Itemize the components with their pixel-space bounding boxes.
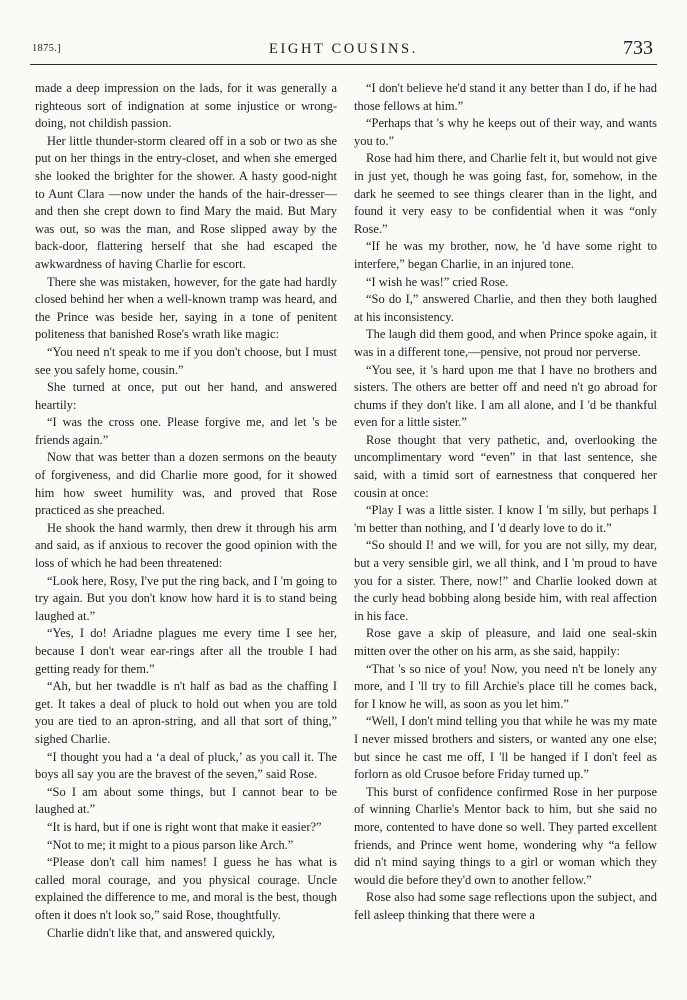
paragraph: Her little thunder-storm cleared off in a sob or two as she put on her things in the entry-closet, and when she emerged she looked the brighter for the shower. A hasty good-night to Aunt Clara —now under the hands of the hair-dresser—and then she crept down to find Mary the maid. But Mary was out, so was the man, and Rose slipped away by the back-door, flattering herself that she had escaped the awkwardness of having Charlie for escort. xyxy=(35,133,337,271)
header-rule xyxy=(30,64,657,65)
paragraph: “I was the cross one. Please forgive me, and let 's be friends again.” xyxy=(35,415,337,447)
paragraph: “I don't believe he'd stand it any better than I do, if he had those fellows at him.” xyxy=(354,81,657,113)
running-title: EIGHT COUSINS. xyxy=(269,41,418,57)
paragraph: Rose thought that very pathetic, and, overlooking the uncomplimentary word “even” in that last sentence, she said, with a timid sort of earnestness that conquered her cousin at once: xyxy=(354,432,657,500)
paragraph: “Please don't call him names! I guess he has what is called moral courage, and you physical courage. Uncle explained the difference to me, and moral is the best, though often it does n't look so,” said Rose, thoughtfully. xyxy=(35,855,337,922)
paragraph: Rose also had some sage reflections upon the subject, and fell asleep thinking that there were a xyxy=(354,890,657,922)
paragraph: “Play I was a little sister. I know I 'm silly, but perhaps I 'm better than nothing, and I 'd dearly love to do it.” xyxy=(354,503,657,535)
paragraph: Charlie didn't like that, and answered quickly, xyxy=(47,925,276,940)
paragraph: “Ah, but her twaddle is n't half as bad as the chaffing I get. It takes a deal of pluck to hold out when you are told you are tied to an apron-string, and all that sort of thing,” sighed Charlie. xyxy=(35,679,337,746)
paragraph: “Look here, Rosy, I've put the ring back, and I 'm going to try again. But you don't know how hard it is to stand being laughed at.” xyxy=(35,573,337,623)
left-column xyxy=(35,80,337,942)
paragraph: “If he was my brother, now, he 'd have some right to interfere,” began Charlie, in an injured tone. xyxy=(354,239,657,271)
paragraph: “Yes, I do! Ariadne plagues me every time I see her, because I don't wear ear-rings after all the trouble I had getting ready for them.” xyxy=(35,626,337,676)
paragraph: “So do I,” answered Charlie, and then they both laughed at his inconsistency. xyxy=(354,292,657,324)
paragraph: She turned at once, put out her hand, and answered heartily: xyxy=(35,380,337,412)
paragraph: The laugh did them good, and when Prince spoke again, it was in a different tone,—pensive, not proud nor perverse. xyxy=(354,327,657,359)
paragraph: This burst of confidence confirmed Rose in her purpose of winning Charlie's Mentor back to him, but she said no more, contented to have done so well. They parted excellent friends, and Prince went home, wondering why “a fellow did n't mind saying things to a girl or woman which they would die before they'd own to another fellow.” xyxy=(354,784,657,887)
paragraph: Rose gave a skip of pleasure, and laid one seal-skin mitten over the other on his arm, as she said, happily: xyxy=(354,626,657,658)
paragraph: “You see, it 's hard upon me that I have no brothers and sisters. The others are better off and need n't go abroad for chums if they don't like. I am all alone, and I 'd be thankful even for a little sister.” xyxy=(354,362,657,430)
page-number: 733 xyxy=(623,37,653,59)
paragraph: “Well, I don't mind telling you that while he was my mate I never missed brothers and sisters, or wanted any one else; but since he cast me off, I 'll be hanged if I don't feel as forlorn as old Crusoe before Friday turned up.” xyxy=(354,714,657,782)
paragraph: There she was mistaken, however, for the gate had hardly closed behind her when a well-known tramp was heard, and the Prince was beside her, saying in a tone of penitent politeness that banished Rose's wrath like magic: xyxy=(35,274,337,342)
paragraph: “So should I! and we will, for you are not silly, my dear, but a very sensible girl, we all think, and I 'm proud to have you for a sister. There, now!” and Charlie looked down at the curly head bobbing along beside him, with real affection in his face. xyxy=(354,538,657,623)
paragraph: “Not to me; it might to a pious parson like Arch.” xyxy=(47,837,294,852)
paragraph: “It is hard, but if one is right wont that make it easier?” xyxy=(47,819,322,834)
paragraph: Rose had him there, and Charlie felt it, but would not give in just yet, though he was going fast, for, somehow, in the dark he seemed to see things clearer than in the light, and found it very easy to be confidential when it was “only Rose.” xyxy=(354,151,657,236)
paragraph: “So I am about some things, but I cannot bear to be laughed at.” xyxy=(35,784,337,817)
paragraph: “I thought you had a ‘a deal of pluck,’ as you call it. The boys all say you are the bravest of the seven,” said Rose. xyxy=(35,749,337,782)
running-header xyxy=(0,0,687,60)
paragraph: “Perhaps that 's why he keeps out of their way, and wants you to.” xyxy=(354,116,657,148)
paragraph: “I wish he was!” cried Rose. xyxy=(366,274,509,289)
paragraph: He shook the hand warmly, then drew it through his arm and said, as if anxious to recover the good opinion with the loss of which he had been threatened: xyxy=(35,520,337,571)
paragraph: Now that was better than a dozen sermons on the beauty of forgiveness, and did Charlie more good, for it showed him how sweet humility was, and proved that Rose practiced as she preached. xyxy=(35,450,337,518)
issue-date: 1875.] xyxy=(32,43,61,54)
paragraph: “That 's so nice of you! Now, you need n't be lonely any more, and I 'll try to fill Archie's place till he comes back, for I know he will, as soon as you let him.” xyxy=(354,661,657,711)
paragraph: “You need n't speak to me if you don't choose, but I must see you safely home, cousin.” xyxy=(35,344,337,377)
right-column xyxy=(354,80,657,925)
paragraph: made a deep impression on the lads, for it was generally a righteous sort of indignation at some injustice or wrong-doing, not childish passion. xyxy=(35,81,337,131)
